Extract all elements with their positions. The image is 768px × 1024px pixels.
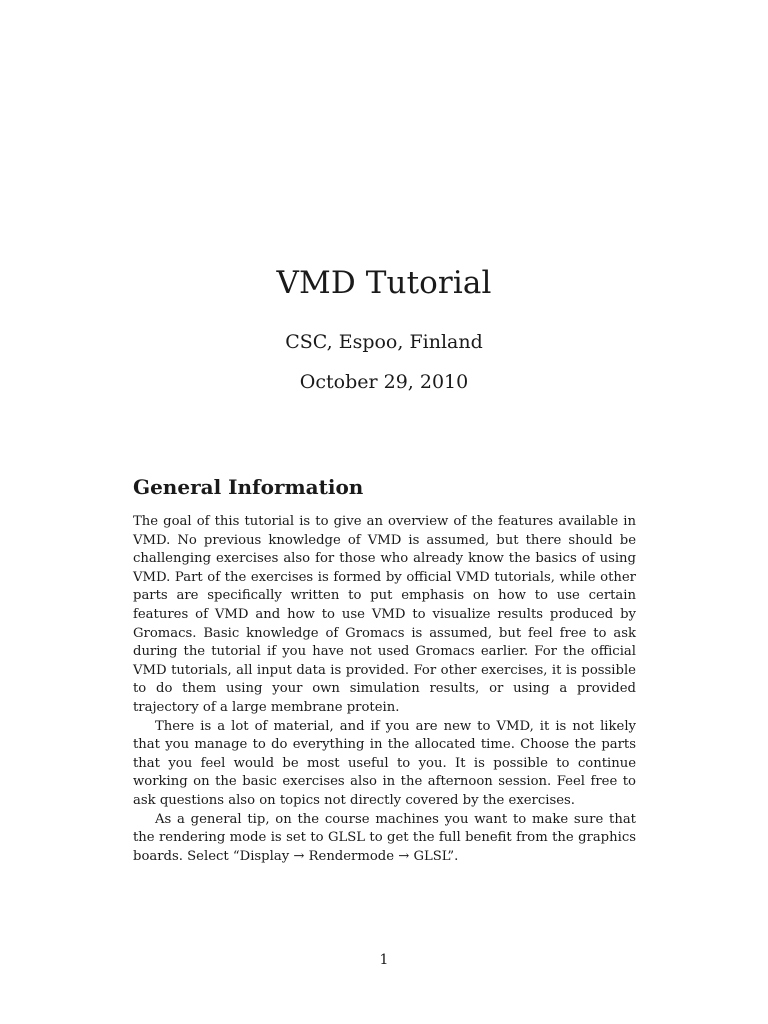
paragraph-tip: As a general tip, on the course machines you want to make sure that the rendering mode is set to GLSL to get the full benefit from the graphics boards. Select “Display → Rendermode → GLSL”. <box>133 811 636 864</box>
paragraph-material: There is a lot of material, and if you are new to VMD, it is not likely that you manage to do everything in the allocated time. Choose the parts that you feel would be most useful to you. It is possible to continue working on the basic exercises also in the afternoon session. Feel free to ask questions also on topics not directly covered by the exercises. <box>133 718 636 808</box>
document-author: CSC, Espoo, Finland <box>285 331 483 353</box>
page-number: 1 <box>379 952 389 968</box>
document-title: VMD Tutorial <box>276 265 492 301</box>
document-date: October 29, 2010 <box>299 371 469 393</box>
section-heading: General Information <box>133 475 364 499</box>
section-body <box>133 513 636 866</box>
paragraph-intro: The goal of this tutorial is to give an overview of the features available in VMD. No previous knowledge of VMD is assumed, but there should be challenging exercises also for those who already know the basics of using VMD. Part of the exercises is formed by official VMD tutorials, while other parts are specifically written to put emphasis on how to use certain features of VMD and how to use VMD to visualize results produced by Gromacs. Basic knowledge of Gromacs is assumed, but feel free to ask during the tutorial if you have not used Gromacs earlier. For the official VMD tutorials, all input data is provided. For other exercises, it is possible to do them using your own simulation results, or using a provided trajectory of a large membrane protein. <box>133 514 636 715</box>
